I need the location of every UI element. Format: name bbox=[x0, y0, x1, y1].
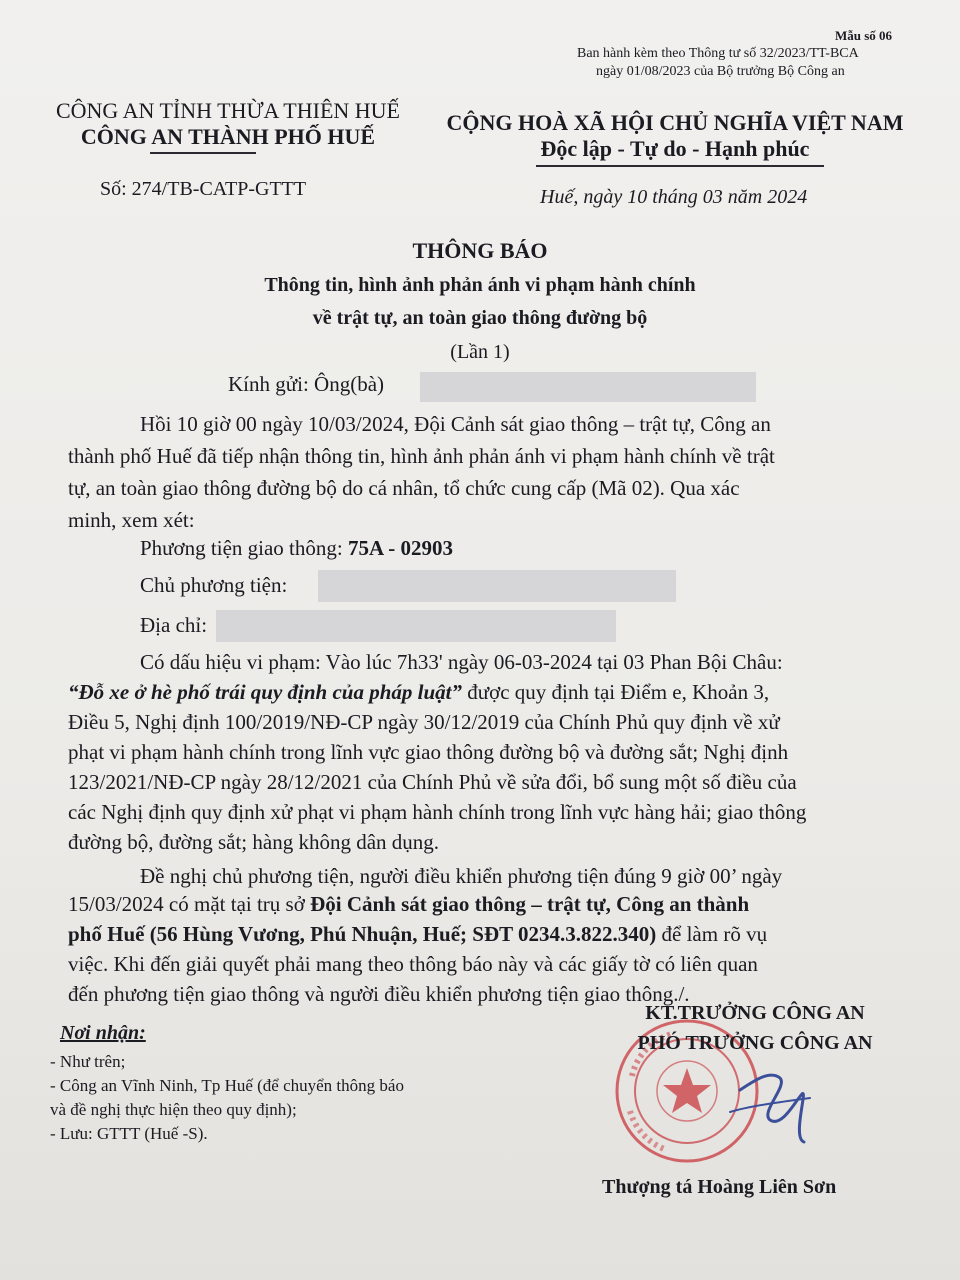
request-address: phố Huế (56 Hùng Vương, Phú Nhuận, Huế; SĐT 0234.3.822.340) bbox=[68, 922, 657, 946]
intro-line-1: Hồi 10 giờ 00 ngày 10/03/2024, Đội Cảnh sát giao thông – trật tự, Công an bbox=[140, 412, 771, 436]
request-line-2 bbox=[68, 892, 749, 917]
violation-line-5: 123/2021/NĐ-CP ngày 28/12/2021 của Chính Phủ về sửa đổi, bổ sung một số điều của bbox=[68, 770, 797, 794]
violation-line-4: phạt vi phạm hành chính trong lĩnh vực giao thông đường bộ và đường sắt; Nghị định bbox=[68, 740, 789, 764]
request-line-5: đến phương tiện giao thông và người điều khiển phương tiện giao thông./. bbox=[68, 982, 690, 1006]
violation-line-2 bbox=[68, 680, 769, 705]
recipient-item: - Công an Vĩnh Ninh, Tp Huế (để chuyển thông báo bbox=[50, 1076, 404, 1095]
document-number: Số: 274/TB-CATP-GTTT bbox=[100, 178, 307, 200]
violation-description: “Đỗ xe ở hè phố trái quy định của pháp luật” bbox=[68, 680, 462, 704]
vehicle-plate: 75A - 02903 bbox=[347, 536, 453, 560]
motto-underline bbox=[536, 165, 824, 167]
signature-title-line-1: KT.TRƯỞNG CÔNG AN bbox=[645, 1002, 865, 1024]
redacted-owner bbox=[318, 570, 676, 602]
request-line-3-rest: để làm rõ vụ bbox=[656, 922, 768, 946]
request-unit: Đội Cảnh sát giao thông – trật tự, Công an thành bbox=[310, 892, 750, 916]
parent-agency: CÔNG AN TỈNH THỪA THIÊN HUẾ bbox=[55, 98, 400, 123]
request-line-1: Đề nghị chủ phương tiện, người điều khiển phương tiện đúng 9 giờ 00’ ngày bbox=[140, 864, 783, 888]
recipient-item: - Như trên; bbox=[50, 1052, 126, 1071]
redacted-addressee bbox=[420, 372, 756, 402]
addressee-label: Kính gửi: Ông(bà) bbox=[228, 372, 385, 396]
intro-line-3: tự, an toàn giao thông đường bộ do cá nhân, tổ chức cung cấp (Mã 02). Qua xác bbox=[68, 476, 740, 500]
violation-line-1: Có dấu hiệu vi phạm: Vào lúc 7h33' ngày 06-03-2024 tại 03 Phan Bội Châu: bbox=[140, 650, 783, 674]
signature-title-line-2: PHÓ TRƯỞNG CÔNG AN bbox=[637, 1032, 873, 1054]
form-number: Mẫu số 06 bbox=[834, 28, 892, 43]
recipients-heading: Nơi nhận: bbox=[60, 1022, 146, 1044]
intro-line-4: minh, xem xét: bbox=[68, 508, 195, 532]
recipient-item: - Lưu: GTTT (Huế -S). bbox=[50, 1124, 208, 1143]
agency-underline bbox=[150, 152, 256, 154]
intro-line-2: thành phố Huế đã tiếp nhận thông tin, hình ảnh phản ánh vi phạm hành chính về trật bbox=[68, 444, 775, 468]
request-line-4: việc. Khi đến giải quyết phải mang theo thông báo này và các giấy tờ có liên quan bbox=[68, 952, 758, 976]
request-line-2-pre: 15/03/2024 có mặt tại trụ sở bbox=[68, 892, 311, 916]
signer-name: Thượng tá Hoàng Liên Sơn bbox=[602, 1176, 837, 1198]
request-line-3 bbox=[68, 922, 767, 947]
handwritten-signature bbox=[700, 1050, 830, 1160]
vehicle-line bbox=[140, 536, 453, 561]
violation-line-2-rest: được quy định tại Điểm e, Khoản 3, bbox=[462, 680, 770, 704]
recipient-item: và đề nghị thực hiện theo quy định); bbox=[50, 1100, 297, 1119]
issuing-agency: CÔNG AN THÀNH PHỐ HUẾ bbox=[80, 124, 376, 149]
document-title: THÔNG BÁO bbox=[412, 238, 548, 263]
violation-line-3: Điều 5, Nghị định 100/2019/NĐ-CP ngày 30/12/2019 của Chính Phủ quy định về xử bbox=[68, 710, 780, 734]
issue-number: (Lần 1) bbox=[450, 341, 510, 363]
place-date: Huế, ngày 10 tháng 03 năm 2024 bbox=[540, 186, 808, 208]
violation-line-6: các Nghị định quy định xử phạt vi phạm hành chính trong lĩnh vực hàng hải; giao thông bbox=[68, 800, 807, 824]
vehicle-label: Phương tiện giao thông: bbox=[140, 536, 348, 560]
form-reference-line-1: Ban hành kèm theo Thông tư số 32/2023/TT-BCA bbox=[577, 46, 859, 61]
owner-label: Chủ phương tiện: bbox=[140, 573, 288, 597]
violation-line-7: đường bộ, đường sắt; hàng không dân dụng. bbox=[68, 830, 440, 854]
form-reference-line-2: ngày 01/08/2023 của Bộ trưởng Bộ Công an bbox=[596, 64, 845, 79]
redacted-address bbox=[216, 610, 616, 642]
document-subtitle-line-1: Thông tin, hình ảnh phản ánh vi phạm hành chính bbox=[264, 274, 696, 296]
nation-motto: Độc lập - Tự do - Hạnh phúc bbox=[540, 136, 810, 161]
document-subtitle-line-2: về trật tự, an toàn giao thông đường bộ bbox=[312, 307, 648, 329]
address-label: Địa chỉ: bbox=[140, 613, 208, 637]
nation-name: CỘNG HOÀ XÃ HỘI CHỦ NGHĨA VIỆT NAM bbox=[446, 110, 904, 135]
